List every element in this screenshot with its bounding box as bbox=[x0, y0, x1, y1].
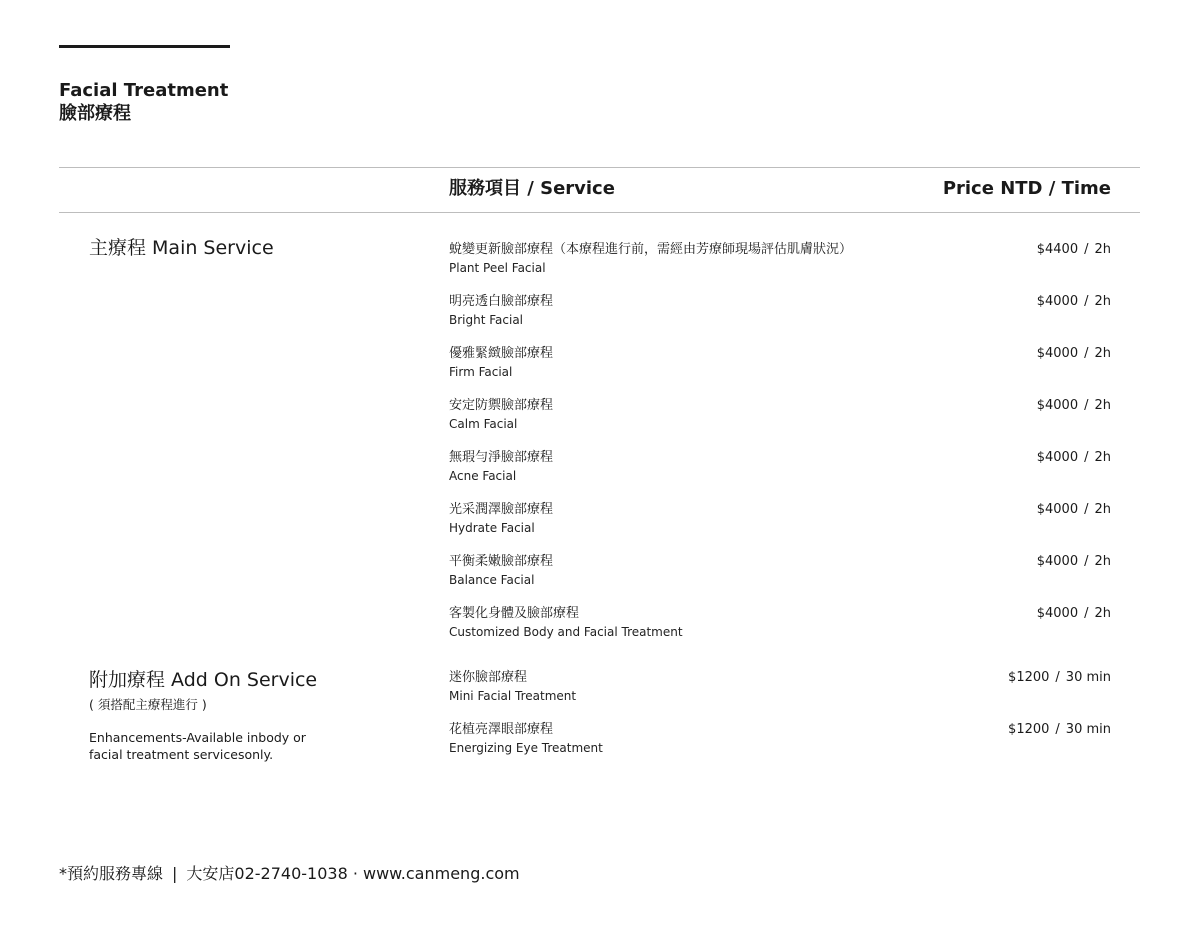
service-duration: 2h bbox=[1094, 346, 1111, 361]
service-duration: 2h bbox=[1094, 606, 1111, 621]
price-separator: / bbox=[1084, 346, 1089, 361]
service-duration: 2h bbox=[1094, 242, 1111, 257]
service-price-time bbox=[1037, 345, 1111, 363]
service-price: $4400 bbox=[1036, 242, 1079, 257]
service-name-zh: 客製化身體及臉部療程 bbox=[449, 606, 580, 621]
service-name-en: Balance Facial bbox=[449, 573, 535, 587]
service-name-zh: 優雅緊緻臉部療程 bbox=[449, 346, 554, 361]
booking-footer bbox=[59, 863, 520, 885]
service-duration: 2h bbox=[1094, 502, 1111, 517]
price-separator: / bbox=[1084, 502, 1089, 517]
service-price: $4000 bbox=[1036, 294, 1079, 309]
service-price: $1200 bbox=[1008, 670, 1050, 685]
price-separator: / bbox=[1084, 450, 1089, 465]
service-price-time bbox=[1037, 605, 1111, 623]
service-price: $4000 bbox=[1036, 398, 1079, 413]
price-separator: / bbox=[1084, 554, 1089, 569]
service-name-en: Plant Peel Facial bbox=[449, 261, 546, 275]
service-price: $4000 bbox=[1036, 606, 1079, 621]
price-separator: / bbox=[1084, 242, 1089, 257]
service-name-zh: 蛻變更新臉部療程（本療程進行前，需經由芳療師現場評估肌膚狀況） bbox=[449, 242, 853, 257]
service-duration: 2h bbox=[1094, 294, 1111, 309]
page-title-en: Facial Treatment bbox=[59, 80, 229, 101]
price-separator: / bbox=[1055, 722, 1060, 737]
service-name-en: Energizing Eye Treatment bbox=[449, 741, 603, 755]
addon-row bbox=[449, 721, 1111, 773]
service-row bbox=[449, 553, 1111, 605]
service-price: $1200 bbox=[1008, 722, 1050, 737]
service-row bbox=[449, 241, 1111, 293]
service-price-time bbox=[1037, 501, 1111, 519]
service-name-zh: 花植亮澤眼部療程 bbox=[449, 722, 554, 737]
service-duration: 2h bbox=[1094, 450, 1111, 465]
service-row bbox=[449, 501, 1111, 553]
service-name-en: Bright Facial bbox=[449, 313, 524, 327]
service-price-time bbox=[1008, 669, 1111, 687]
top-decorative-rule bbox=[59, 45, 230, 48]
footer-divider: | bbox=[172, 864, 178, 883]
service-duration: 30 min bbox=[1065, 670, 1111, 685]
service-name-zh: 平衡柔嫩臉部療程 bbox=[449, 554, 554, 569]
service-row bbox=[449, 345, 1111, 397]
service-name-zh: 迷你臉部療程 bbox=[449, 670, 528, 685]
main-service-title: 主療程 Main Service bbox=[89, 237, 274, 259]
service-price: $4000 bbox=[1036, 554, 1079, 569]
addon-service-note bbox=[89, 729, 329, 763]
addon-note-line: facial treatment servicesonly. bbox=[89, 747, 274, 762]
service-price-time bbox=[1037, 553, 1111, 571]
price-separator: / bbox=[1055, 670, 1060, 685]
table-top-divider bbox=[59, 167, 1140, 168]
service-duration: 30 min bbox=[1065, 722, 1111, 737]
booking-hotline-label: *預約服務專線 bbox=[59, 864, 164, 883]
addon-service-list bbox=[449, 669, 1111, 773]
service-name-en: Calm Facial bbox=[449, 417, 518, 431]
addon-service-title: 附加療程 Add On Service bbox=[89, 669, 318, 691]
table-header-divider bbox=[59, 212, 1140, 213]
service-row bbox=[449, 293, 1111, 345]
service-price-time bbox=[1037, 449, 1111, 467]
price-separator: / bbox=[1084, 398, 1089, 413]
price-time-column-header: Price NTD / Time bbox=[942, 178, 1111, 199]
service-price: $4000 bbox=[1036, 450, 1079, 465]
service-duration: 2h bbox=[1094, 398, 1111, 413]
main-service-list bbox=[449, 241, 1111, 657]
price-separator: / bbox=[1084, 294, 1089, 309]
service-column-header: 服務項目 / Service bbox=[449, 178, 615, 199]
service-duration: 2h bbox=[1094, 554, 1111, 569]
service-price-time bbox=[1037, 293, 1111, 311]
service-price-time bbox=[1037, 241, 1111, 259]
service-price: $4000 bbox=[1036, 502, 1079, 517]
service-price: $4000 bbox=[1036, 346, 1079, 361]
service-price-time bbox=[1037, 397, 1111, 415]
service-name-en: Hydrate Facial bbox=[449, 521, 535, 535]
service-name-en: Customized Body and Facial Treatment bbox=[449, 625, 683, 639]
service-name-en: Acne Facial bbox=[449, 469, 517, 483]
store-contact: 大安店02-2740-1038 · www.canmeng.com bbox=[186, 864, 520, 883]
page-title-zh: 臉部療程 bbox=[59, 103, 131, 124]
service-row bbox=[449, 605, 1111, 657]
service-row bbox=[449, 397, 1111, 449]
service-price-time bbox=[1008, 721, 1111, 739]
service-name-zh: 無瑕勻淨臉部療程 bbox=[449, 450, 554, 465]
addon-note-line: Enhancements-Available inbody or bbox=[89, 730, 306, 745]
service-name-en: Firm Facial bbox=[449, 365, 513, 379]
service-name-zh: 安定防禦臉部療程 bbox=[449, 398, 554, 413]
service-name-zh: 明亮透白臉部療程 bbox=[449, 294, 554, 309]
service-row bbox=[449, 449, 1111, 501]
price-separator: / bbox=[1084, 606, 1089, 621]
addon-service-subtitle: ( 須搭配主療程進行 ) bbox=[89, 697, 207, 712]
service-name-zh: 光采潤澤臉部療程 bbox=[449, 502, 554, 517]
service-name-en: Mini Facial Treatment bbox=[449, 689, 577, 703]
addon-row bbox=[449, 669, 1111, 721]
